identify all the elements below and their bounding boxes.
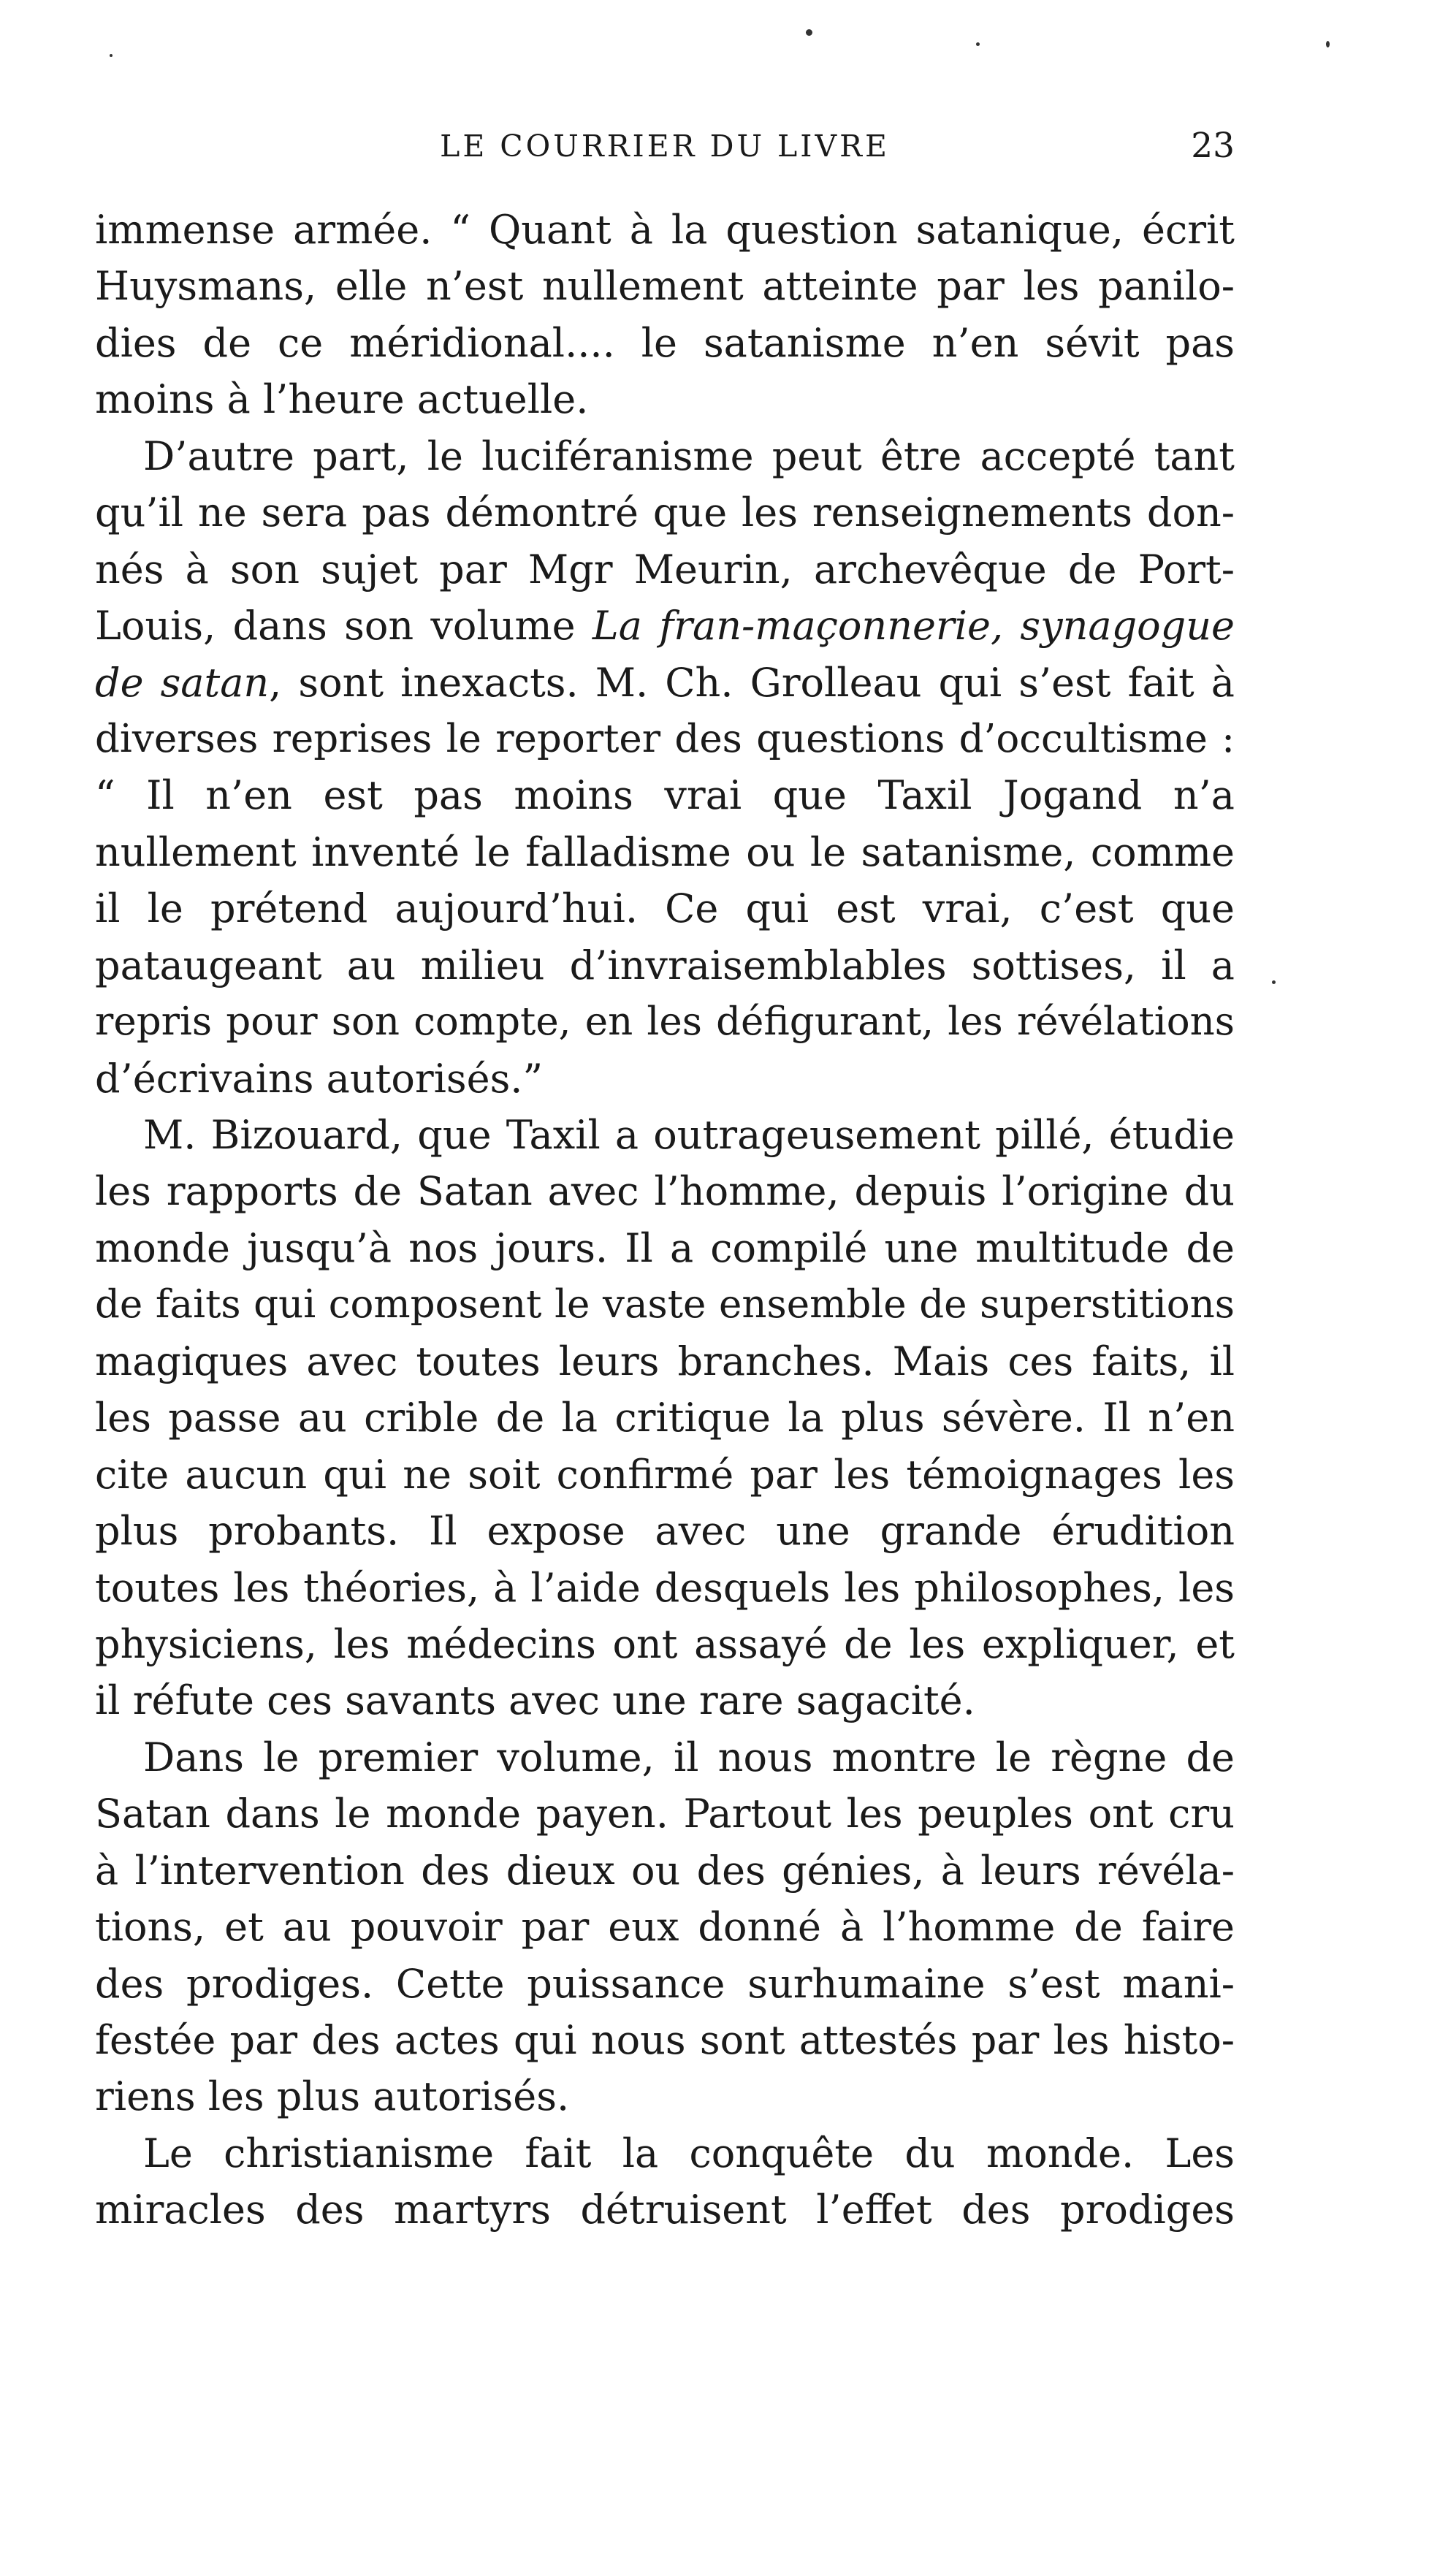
text-line: il le prétend aujourd’hui. Ce qui est vrai, c’est que — [95, 885, 1235, 932]
text-line: riens les plus autorisés. — [95, 2073, 570, 2120]
text-line: les passe au crible de la critique la plus sévère. Il n’en — [95, 1395, 1235, 1441]
page-number: 23 — [1191, 126, 1235, 166]
text-run: , sont inexacts. M. Ch. Grolleau qui s’est fait à — [269, 659, 1235, 706]
text-line: nés à son sujet par Mgr Meurin, archevêque de Port- — [95, 546, 1235, 592]
text-line: cite aucun qui ne soit confirmé par les témoignages les — [95, 1451, 1235, 1498]
text-line: Le christianisme fait la conquête du monde. Les — [143, 2130, 1235, 2176]
text-line: les rapports de Satan avec l’homme, depuis l’origine du — [95, 1168, 1235, 1215]
text-line: des prodiges. Cette puissance surhumaine s’est mani- — [95, 1960, 1235, 2007]
text-line: diverses reprises le reporter des questions d’occultisme : — [95, 716, 1235, 761]
text-line: il réfute ces savants avec une rare sagacité. — [95, 1677, 975, 1724]
text-line: physiciens, les médecins ont assayé de les expliquer, et — [95, 1620, 1235, 1667]
text-run: Louis, dans son volume — [95, 603, 592, 649]
text-line: moins à l’heure actuelle. — [95, 376, 589, 423]
text-line: immense armée. “ Quant à la question satanique, écrit — [95, 207, 1235, 253]
body-text — [95, 202, 1235, 2238]
book-title-italic: de satan — [95, 659, 270, 706]
text-line: pataugeant au milieu d’invraisemblables sottises, il a — [95, 942, 1235, 988]
text-line: tions, et au pouvoir par eux donné à l’homme de faire — [95, 1904, 1235, 1951]
text-line: toutes les théories, à l’aide desquels les philosophes, les — [95, 1564, 1235, 1611]
print-speck — [1326, 41, 1330, 47]
book-title-italic: La fran-maçonnerie, synagogue — [592, 603, 1235, 649]
text-line: Dans le premier volume, il nous montre le règne de — [143, 1734, 1235, 1780]
print-speck — [110, 54, 113, 57]
text-line: d’écrivains autorisés.” — [95, 1055, 544, 1102]
text-line: miracles des martyrs détruisent l’effet des prodiges — [95, 2187, 1235, 2233]
print-speck — [806, 29, 812, 36]
text-line: “ Il n’en est pas moins vrai que Taxil Jogand n’a — [95, 772, 1235, 819]
text-line: dies de ce méridional.... le satanisme n’en sévit pas — [95, 319, 1235, 366]
page-header — [95, 124, 1235, 168]
text-line: de faits qui composent le vaste ensemble de superstitions — [95, 1282, 1235, 1327]
text-line: à l’intervention des dieux ou des génies, à leurs révéla- — [95, 1847, 1235, 1894]
print-speck — [1272, 980, 1276, 984]
text-line: D’autre part, le luciféranisme peut être accepté tant — [143, 432, 1235, 479]
text-line: monde jusqu’à nos jours. Il a compilé une multitude de — [95, 1224, 1235, 1271]
text-line: Huysmans, elle n’est nullement atteinte par les panilo- — [95, 263, 1235, 310]
text-line — [95, 598, 1235, 654]
text-line: nullement inventé le falladisme ou le satanisme, comme — [95, 828, 1235, 875]
text-line: repris pour son compte, en les défigurant, les révélations — [95, 999, 1235, 1045]
text-line: qu’il ne sera pas démontré que les renseignements don- — [95, 489, 1235, 536]
text-line — [95, 655, 1235, 711]
text-line: Satan dans le monde payen. Partout les peuples ont cru — [95, 1791, 1235, 1837]
text-line: M. Bizouard, que Taxil a outrageusement pillé, étudie — [143, 1112, 1235, 1158]
text-line: festée par des actes qui nous sont attestés par les histo- — [95, 2017, 1235, 2063]
text-line: plus probants. Il expose avec une grande érudition — [95, 1508, 1235, 1555]
print-speck — [976, 42, 980, 46]
text-line: magiques avec toutes leurs branches. Mais ces faits, il — [95, 1338, 1235, 1384]
running-title: LE COURRIER DU LIVRE — [440, 129, 890, 164]
